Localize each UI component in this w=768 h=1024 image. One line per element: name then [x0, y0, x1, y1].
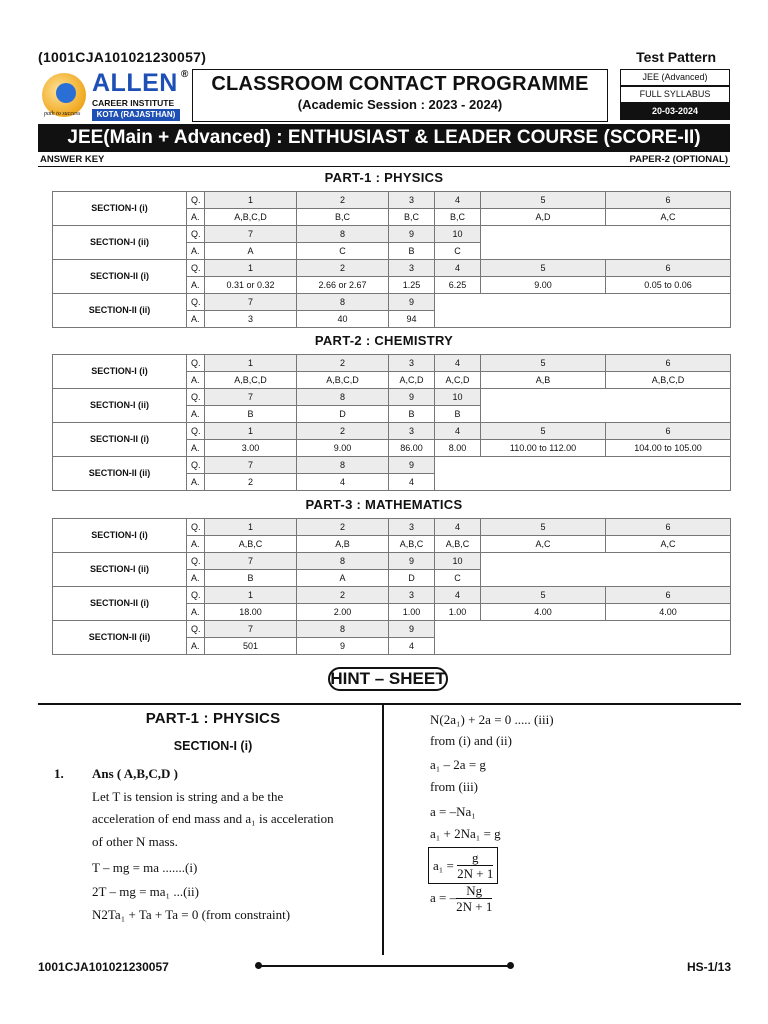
question-number-cell: 4 [435, 192, 481, 209]
test-pattern-label: Test Pattern [636, 49, 716, 65]
question-number-cell: 6 [606, 260, 731, 277]
section-label: SECTION-II (i) [53, 587, 187, 621]
answer-cell: 94 [389, 311, 435, 328]
question-number-cell: 2 [297, 587, 389, 604]
answer-cell: A,C [606, 536, 731, 553]
solution-line: from (i) and (ii) [430, 733, 512, 748]
answer-cell: C [297, 243, 389, 260]
answer-cell: A,C [606, 209, 731, 226]
answer-cell: 86.00 [389, 440, 435, 457]
answer-cell: 18.00 [205, 604, 297, 621]
question-row [53, 389, 731, 406]
question-number-cell: 5 [481, 260, 606, 277]
hint-sheet-badge: HINT – SHEET [328, 667, 448, 691]
question-label: Q. [187, 621, 205, 638]
answer-cell: 9 [297, 638, 389, 655]
answer-cell: A,B,C [435, 536, 481, 553]
answer-cell: D [297, 406, 389, 423]
programme-title: CLASSROOM CONTACT PROGRAMME [211, 73, 589, 95]
exam-type: JEE (Advanced) [620, 69, 730, 86]
solution-line: acceleration of end mass and a₁ is acceleration [92, 811, 334, 826]
answer-label: A. [187, 440, 205, 457]
answer-cell: A,B,C,D [205, 209, 297, 226]
fraction-denominator: 2N + 1 [456, 898, 493, 914]
answer-cell: C [435, 570, 481, 587]
answer-cell: 3.00 [205, 440, 297, 457]
footer-divider [258, 965, 512, 967]
question-number-cell: 3 [389, 587, 435, 604]
logo-subtitle: CAREER INSTITUTE [92, 98, 175, 108]
question-number-cell: 7 [205, 553, 297, 570]
answer-cell: 4 [389, 474, 435, 491]
answer-cell: 104.00 to 105.00 [606, 440, 731, 457]
question-label: Q. [187, 389, 205, 406]
syllabus-label: FULL SYLLABUS [620, 86, 730, 103]
answer-cell: 110.00 to 112.00 [481, 440, 606, 457]
answer-cell: 501 [205, 638, 297, 655]
question-number-cell: 10 [435, 226, 481, 243]
page-number: HS-1/13 [686, 960, 731, 974]
question-number-cell: 6 [606, 519, 731, 536]
question-number-cell: 6 [606, 355, 731, 372]
answer-label: A. [187, 604, 205, 621]
solution-line: of other N mass. [92, 834, 178, 849]
question-number-cell: 2 [297, 423, 389, 440]
answer-cell: 0.31 or 0.32 [205, 277, 297, 294]
question-number-cell: 5 [481, 355, 606, 372]
registered-mark: ® [181, 69, 189, 80]
question-number-cell: 3 [389, 260, 435, 277]
question-number-cell: 9 [389, 226, 435, 243]
answer-cell: 4 [297, 474, 389, 491]
answer-cell: C [435, 243, 481, 260]
empty-cell [481, 389, 731, 423]
answer-cell: 2.00 [297, 604, 389, 621]
question-number-cell: 2 [297, 519, 389, 536]
question-number-cell: 4 [435, 423, 481, 440]
question-number-cell: 9 [389, 389, 435, 406]
answer-cell: B [389, 243, 435, 260]
question-number-cell: 4 [435, 260, 481, 277]
answer-cell: 1.00 [389, 604, 435, 621]
question-number-cell: 10 [435, 553, 481, 570]
document-code: (1001CJA101021230057) [38, 49, 207, 65]
final-result [430, 881, 492, 915]
question-number-cell: 3 [389, 423, 435, 440]
question-row [53, 192, 731, 209]
answer-table [52, 191, 731, 328]
question-label: Q. [187, 519, 205, 536]
answer-cell: 2 [205, 474, 297, 491]
question-number-cell: 8 [297, 389, 389, 406]
answer-cell: A,B,C [205, 536, 297, 553]
part-title: PART-3 : MATHEMATICS [305, 497, 463, 512]
question-number-cell: 6 [606, 587, 731, 604]
question-row [53, 457, 731, 474]
question-number-cell: 3 [389, 519, 435, 536]
answer-cell: A,B,C,D [606, 372, 731, 389]
part-title: PART-2 : CHEMISTRY [314, 333, 454, 348]
equation-line: T – mg = ma .......(i) [92, 860, 198, 875]
question-number-cell: 3 [389, 192, 435, 209]
question-number-cell: 1 [205, 260, 297, 277]
question-label: Q. [187, 260, 205, 277]
question-number-cell: 5 [481, 423, 606, 440]
answer-cell: B,C [297, 209, 389, 226]
question-number-cell: 8 [297, 226, 389, 243]
question-row [53, 226, 731, 243]
section-label: SECTION-I (ii) [53, 226, 187, 260]
question-row [53, 294, 731, 311]
section-label: SECTION-II (ii) [53, 621, 187, 655]
equation-line: 2T – mg = ma₁ ...(ii) [92, 884, 199, 899]
answer-cell: A,C,D [435, 372, 481, 389]
question-number-cell: 1 [205, 423, 297, 440]
question-number-cell: 6 [606, 423, 731, 440]
answer-cell: A [297, 570, 389, 587]
question-number-cell: 1 [205, 355, 297, 372]
answer-label: A. [187, 372, 205, 389]
answer-label: A. [187, 536, 205, 553]
question-label: Q. [187, 192, 205, 209]
question-row [53, 519, 731, 536]
equation-line: N2Ta₁ + Ta + Ta = 0 (from constraint) [92, 907, 291, 922]
question-label: Q. [187, 423, 205, 440]
answer-table [52, 354, 731, 491]
question-label: Q. [187, 226, 205, 243]
empty-cell [481, 226, 731, 260]
question-number-cell: 4 [435, 355, 481, 372]
section-label: SECTION-II (i) [53, 260, 187, 294]
allen-logo [38, 69, 189, 123]
logo-globe-icon [56, 83, 76, 103]
question-number-cell: 5 [481, 192, 606, 209]
question-number-cell: 9 [389, 294, 435, 311]
question-number-cell: 8 [297, 553, 389, 570]
answer-label: A. [187, 243, 205, 260]
question-number-cell: 4 [435, 519, 481, 536]
empty-cell [435, 621, 731, 655]
solution-line: from (iii) [430, 779, 479, 794]
question-number-cell: 5 [481, 519, 606, 536]
answer-cell: B [205, 406, 297, 423]
logo-wordmark: ALLEN [92, 69, 178, 97]
question-row [53, 621, 731, 638]
boxed-result [428, 847, 498, 884]
answer-cell: B [435, 406, 481, 423]
question-row [53, 423, 731, 440]
section-label: SECTION-I (ii) [53, 389, 187, 423]
section-label: SECTION-II (i) [53, 423, 187, 457]
answer-cell: 4.00 [606, 604, 731, 621]
course-title-bar: JEE(Main + Advanced) : ENTHUSIAST & LEADER COURSE (SCORE-II) [38, 124, 730, 152]
logo-location: KOTA (RAJASTHAN) [92, 109, 180, 121]
fraction-numerator: g [457, 850, 493, 866]
section-label: SECTION-I (i) [53, 355, 187, 389]
answer-label: A. [187, 474, 205, 491]
footer-dot-left [255, 962, 262, 969]
answer-cell: A,B,C,D [297, 372, 389, 389]
empty-cell [481, 553, 731, 587]
question-label: Q. [187, 587, 205, 604]
answer-label: A. [187, 638, 205, 655]
question-number-cell: 10 [435, 389, 481, 406]
section-label: SECTION-II (ii) [53, 457, 187, 491]
question-number-cell: 9 [389, 621, 435, 638]
section-label: SECTION-II (ii) [53, 294, 187, 328]
empty-cell [435, 457, 731, 491]
question-number-cell: 7 [205, 621, 297, 638]
question-number-cell: 9 [389, 553, 435, 570]
answer-cell: D [389, 570, 435, 587]
paper-label: PAPER-2 (OPTIONAL) [629, 154, 728, 165]
question-number-cell: 1 [205, 519, 297, 536]
answer-cell: A,B,C,D [205, 372, 297, 389]
empty-cell [435, 294, 731, 328]
answer-cell: A,B,C [389, 536, 435, 553]
answer-table [52, 518, 731, 655]
fraction-numerator: Ng [456, 883, 492, 899]
answer-line: Ans ( A,B,C,D ) [92, 766, 178, 781]
question-label: Q. [187, 553, 205, 570]
answer-cell: 2.66 or 2.67 [297, 277, 389, 294]
answer-cell: A,B [297, 536, 389, 553]
programme-box [192, 69, 608, 122]
final-lhs: a = – [430, 890, 457, 905]
answer-cell: 8.00 [435, 440, 481, 457]
section-label: SECTION-I (i) [53, 192, 187, 226]
answer-cell: A [205, 243, 297, 260]
answer-cell: A,C,D [389, 372, 435, 389]
answer-cell: 3 [205, 311, 297, 328]
header-divider [38, 166, 730, 167]
answer-key-label: ANSWER KEY [40, 154, 105, 165]
question-row [53, 260, 731, 277]
answer-cell: 9.00 [481, 277, 606, 294]
answer-cell: 40 [297, 311, 389, 328]
question-number-cell: 7 [205, 294, 297, 311]
final-fraction [456, 883, 492, 914]
boxed-fraction [457, 850, 493, 881]
answer-cell: 4.00 [481, 604, 606, 621]
question-number-cell: 6 [606, 192, 731, 209]
question-number-cell: 8 [297, 294, 389, 311]
academic-session: (Academic Session : 2023 - 2024) [297, 97, 503, 112]
question-number-cell: 9 [389, 457, 435, 474]
question-label: Q. [187, 355, 205, 372]
answer-cell: 9.00 [297, 440, 389, 457]
question-number-cell: 8 [297, 457, 389, 474]
equation-line: N(2a₁) + 2a = 0 ..... (iii) [430, 712, 554, 727]
footer-document-code: 1001CJA101021230057 [38, 960, 169, 974]
answer-cell: A,B [481, 372, 606, 389]
question-number: 1. [54, 766, 64, 781]
answer-label: A. [187, 209, 205, 226]
question-number-cell: 3 [389, 355, 435, 372]
fraction-denominator: 2N + 1 [457, 866, 494, 881]
question-number-cell: 4 [435, 587, 481, 604]
answer-cell: 1.00 [435, 604, 481, 621]
question-row [53, 553, 731, 570]
exam-info-box [620, 69, 730, 123]
answer-label: A. [187, 311, 205, 328]
footer-dot-right [507, 962, 514, 969]
equation-line: a₁ + 2Na₁ = g [430, 826, 501, 841]
question-number-cell: 2 [297, 355, 389, 372]
answer-cell: B,C [389, 209, 435, 226]
answer-label: A. [187, 570, 205, 587]
question-number-cell: 5 [481, 587, 606, 604]
answer-cell: 1.25 [389, 277, 435, 294]
answer-cell: 6.25 [435, 277, 481, 294]
hint-section-title: SECTION-I (i) [173, 739, 253, 753]
solution-line: Let T is tension is string and a be the [92, 789, 284, 804]
answer-cell: 4 [389, 638, 435, 655]
question-row [53, 355, 731, 372]
question-number-cell: 1 [205, 192, 297, 209]
question-number-cell: 8 [297, 621, 389, 638]
answer-cell: A,D [481, 209, 606, 226]
answer-label: A. [187, 277, 205, 294]
question-number-cell: 7 [205, 389, 297, 406]
question-label: Q. [187, 294, 205, 311]
question-number-cell: 2 [297, 260, 389, 277]
answer-cell: B [205, 570, 297, 587]
logo-tagline: path to success [44, 111, 81, 117]
hint-divider [38, 703, 741, 705]
answer-cell: 0.05 to 0.06 [606, 277, 731, 294]
section-label: SECTION-I (i) [53, 519, 187, 553]
equation-line: a = –Na₁ [430, 804, 476, 819]
equation-line: a₁ – 2a = g [430, 757, 486, 772]
question-row [53, 587, 731, 604]
question-number-cell: 7 [205, 457, 297, 474]
answer-cell: B,C [435, 209, 481, 226]
section-label: SECTION-I (ii) [53, 553, 187, 587]
question-number-cell: 2 [297, 192, 389, 209]
part-title: PART-1 : PHYSICS [324, 170, 444, 185]
answer-label: A. [187, 406, 205, 423]
question-number-cell: 7 [205, 226, 297, 243]
question-label: Q. [187, 457, 205, 474]
question-number-cell: 1 [205, 587, 297, 604]
exam-date: 20-03-2024 [620, 103, 730, 120]
hint-part-title: PART-1 : PHYSICS [145, 710, 281, 727]
answer-cell: A,C [481, 536, 606, 553]
boxed-lhs: a₁ = [433, 857, 454, 873]
answer-cell: B [389, 406, 435, 423]
